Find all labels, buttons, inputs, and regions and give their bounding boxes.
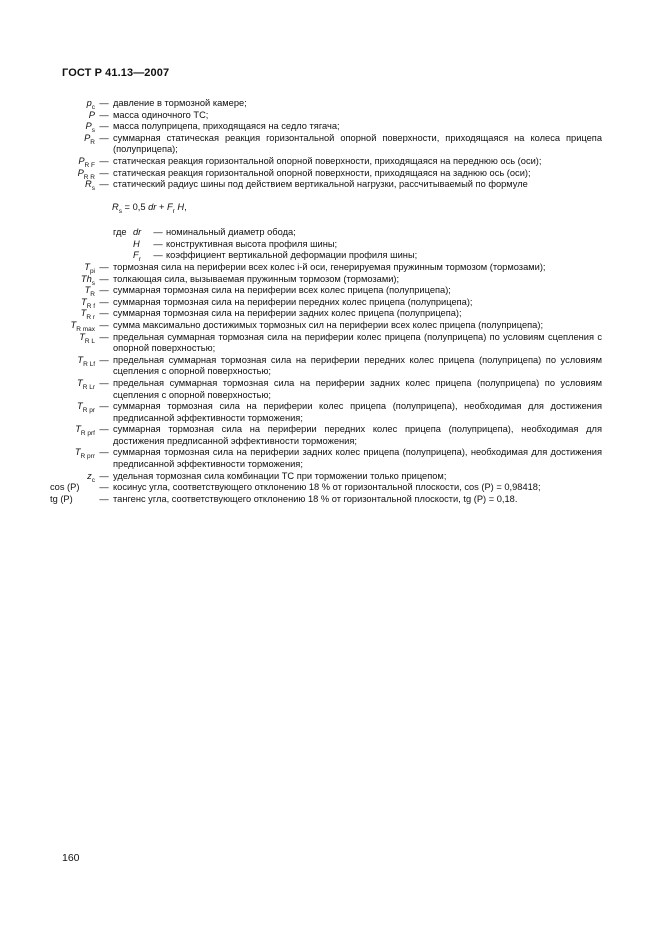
definition-text: давление в тормозной камере;: [113, 98, 247, 108]
definition-text: косинус угла, соответствующего отклонению 18 % от горизонтальной плоскости, cos (P) = 0,98418;: [113, 482, 541, 493]
definition-dash: —: [99, 401, 109, 412]
where-row: [113, 239, 602, 251]
definition-symbol: [50, 121, 95, 133]
where-text: номинальный диаметр обода;: [166, 227, 296, 238]
definition-dash: —: [99, 354, 109, 365]
definition-symbol: [50, 320, 95, 332]
definition-dash: —: [99, 331, 109, 342]
definition-row: [50, 262, 602, 274]
definition-dash: —: [99, 98, 109, 108]
definition-text: предельная суммарная тормозная сила на периферии задних колес прицепа (полуприцепа) по условиям сцепления с опорной поверхностью;: [113, 377, 602, 400]
definition-text: предельная суммарная тормозная сила на периферии колес прицепа (полуприцепа) по условиям сцепления с опорной поверхностью;: [113, 331, 602, 354]
symbol-base: z: [87, 470, 92, 481]
where-label: где: [113, 227, 127, 238]
definition-dash: —: [99, 482, 109, 493]
symbol-subscript: R r: [86, 314, 95, 322]
where-symbol: [133, 227, 150, 239]
symbol-base: P: [78, 155, 85, 166]
definition-symbol: [50, 332, 95, 344]
where-symbol: [133, 239, 150, 251]
definition-dash: —: [99, 273, 109, 284]
definition-text: суммарная статическая реакция горизонтальной опорной поверхности, приходящаяся на колеса прицепа (полуприцепа);: [113, 132, 602, 155]
definition-text: масса одиночного ТС;: [113, 109, 209, 120]
definition-text: предельная суммарная тормозная сила на периферии передних колес прицепа (полуприцепа) по условиям сцепления с опорной поверхностью;: [113, 354, 602, 377]
definitions-group-b: [50, 262, 602, 482]
definition-symbol: [50, 285, 95, 297]
formula-dr: dr: [148, 201, 157, 212]
definition-row: [50, 274, 602, 286]
definition-text: суммарная тормозная сила на периферии колес прицепа (полуприцепа), необходимая для достижения предписанной эффективности торможения;: [113, 401, 602, 423]
definition-row: [50, 285, 602, 297]
where-dash: —: [153, 250, 163, 261]
definition-row: [50, 482, 602, 494]
symbol-subscript: R pr: [82, 407, 95, 415]
definition-row: [50, 179, 602, 191]
definition-dash: —: [99, 167, 109, 178]
where-symbol-sub: r: [138, 256, 141, 264]
formula-f-sub: r: [172, 207, 175, 215]
definition-symbol: [50, 110, 95, 122]
formula-lhs-sub: s: [118, 207, 122, 215]
definition-dash: —: [99, 296, 109, 307]
definition-symbol: [50, 308, 95, 320]
definition-text: масса полуприцепа, приходящаяся на седло тягача;: [113, 121, 340, 132]
where-row: [113, 227, 602, 239]
symbol-subscript: R max: [76, 325, 95, 333]
page-number: 160: [62, 852, 80, 864]
definition-symbol: [50, 355, 95, 367]
definition-dash: —: [99, 424, 109, 435]
symbol-base: R: [85, 179, 92, 190]
definition-row: [50, 471, 602, 483]
definition-dash: —: [99, 121, 109, 132]
definition-row: [50, 308, 602, 320]
definition-row: [50, 332, 602, 355]
formula-tail: ,: [184, 201, 187, 212]
symbol-subscript: R prr: [80, 453, 95, 461]
definition-row: [50, 297, 602, 309]
symbol-base: T: [77, 354, 84, 365]
definition-symbol: [50, 133, 95, 145]
definition-text: тормозная сила на периферии всех колес i-й оси, генерируемая пружинным тормозом (тормозами);: [113, 261, 546, 272]
definition-text: суммарная тормозная сила на периферии задних колес прицепа (полуприцепа);: [113, 308, 462, 319]
definition-symbol: [50, 378, 95, 390]
definition-text: статическая реакция горизонтальной опорной поверхности, приходящаяся на заднюю ось (оси);: [113, 167, 531, 178]
definition-row: [50, 401, 602, 424]
where-symbol-base: dr: [133, 227, 142, 238]
definition-text: суммарная тормозная сила на периферии всех колес прицепа (полуприцепа);: [113, 285, 451, 296]
definitions-group-a: [50, 98, 602, 191]
page-header: ГОСТ Р 41.13—2007: [62, 67, 170, 79]
symbol-subscript: s: [91, 185, 95, 193]
definition-symbol: [50, 179, 95, 191]
definition-row: [50, 320, 602, 332]
definition-dash: —: [99, 493, 109, 504]
where-text: коэффициент вертикальной деформации профиля шины;: [166, 250, 418, 261]
definition-symbol: [50, 262, 95, 274]
symbol-base: T: [70, 319, 77, 330]
definition-symbol: [50, 447, 95, 459]
definition-text: статический радиус шины под действием вертикальной нагрузки, рассчитываемый по формуле: [113, 179, 528, 190]
symbol-base: T: [75, 424, 81, 435]
formula-f: F: [166, 201, 173, 212]
symbol-subscript: R prf: [80, 430, 95, 438]
definition-text: суммарная тормозная сила на периферии передних колес прицепа (полуприцепа);: [113, 296, 473, 307]
symbol-base: P: [84, 132, 91, 143]
definition-dash: —: [99, 377, 109, 388]
definition-row: [50, 447, 602, 470]
definition-text: суммарная тормозная сила на периферии передних колес прицепа (полуприцепа), необходимая для достижения предписанной эффективности торможения;: [113, 424, 602, 446]
symbol-base: P: [88, 109, 95, 120]
symbol-subscript: R: [90, 138, 95, 146]
definitions-list: [50, 98, 602, 505]
definition-dash: —: [99, 447, 109, 458]
symbol-base: T: [79, 331, 85, 342]
formula-h: H: [174, 201, 185, 212]
definition-dash: —: [99, 132, 109, 143]
definition-symbol: [50, 274, 95, 286]
symbol-base: T: [77, 401, 83, 412]
where-block: [50, 227, 602, 262]
symbol-subscript: R f: [86, 302, 95, 310]
where-text: конструктивная высота профиля шины;: [166, 238, 338, 249]
definition-row: [50, 168, 602, 180]
symbol-base: p: [86, 98, 92, 108]
symbol-base: P: [77, 167, 84, 178]
definition-dash: —: [99, 109, 109, 120]
symbol-subscript: c: [91, 476, 95, 484]
definitions-trig: [50, 482, 602, 505]
symbol-base: T: [84, 261, 90, 272]
symbol-base: Th: [80, 273, 92, 284]
definition-symbol: [50, 424, 95, 436]
symbol-subscript: c: [91, 104, 95, 111]
definition-symbol: [50, 297, 95, 309]
symbol-subscript: s: [91, 127, 95, 135]
definition-symbol: tg (P): [50, 493, 73, 504]
definition-row: [50, 98, 602, 110]
definition-row: [50, 156, 602, 168]
where-symbol-base: H: [133, 238, 140, 249]
definition-row: [50, 121, 602, 133]
definition-row: [50, 424, 602, 447]
formula-lhs: R: [112, 201, 119, 212]
symbol-subscript: R Lf: [83, 360, 95, 368]
definition-text: суммарная тормозная сила на периферии задних колес прицепа (полуприцепа), необходимая для достижения предписанной эффективности торможения;: [113, 447, 602, 470]
symbol-base: T: [81, 296, 87, 307]
definition-text: тангенс угла, соответствующего отклонению 18 % от горизонтальной плоскости, tg (P) = 0,18.: [113, 493, 518, 504]
definition-row: [50, 378, 602, 401]
symbol-subscript: R Lr: [82, 383, 95, 391]
where-dash: —: [153, 238, 163, 249]
definition-row: [50, 110, 602, 122]
symbol-subscript: R: [90, 291, 95, 299]
definition-symbol: [50, 168, 95, 180]
where-symbol: [133, 250, 150, 262]
definition-text: сумма максимально достижимых тормозных сил на периферии всех колес прицепа (полуприцепа);: [113, 319, 544, 330]
symbol-base: T: [80, 308, 87, 319]
definition-dash: —: [99, 285, 109, 296]
where-dash: —: [153, 227, 163, 238]
definition-symbol: [50, 471, 95, 483]
symbol-base: P: [85, 121, 92, 132]
symbol-base: T: [74, 447, 81, 458]
definition-row: [50, 494, 602, 506]
where-spacer: [113, 239, 133, 251]
definition-row: [50, 355, 602, 378]
symbol-subscript: R F: [84, 161, 95, 169]
definition-text: статическая реакция горизонтальной опорной поверхности, приходящаяся на переднюю ось (оси);: [113, 155, 542, 166]
definition-symbol: [50, 156, 95, 168]
definition-row: [50, 133, 602, 156]
definition-dash: —: [99, 261, 109, 272]
symbol-subscript: s: [91, 279, 95, 287]
formula-mid: = 0,5: [121, 201, 149, 212]
symbol-base: T: [84, 285, 91, 296]
symbol-subscript: R R: [83, 173, 95, 181]
definition-text: удельная тормозная сила комбинации ТС при торможении только прицепом;: [113, 470, 447, 481]
definition-text: толкающая сила, вызываемая пружинным тормозом (тормозами);: [113, 273, 400, 284]
formula-plus: +: [156, 201, 167, 212]
definition-dash: —: [99, 319, 109, 330]
definition-dash: —: [99, 155, 109, 166]
symbol-subscript: R L: [84, 337, 95, 345]
where-row: [113, 250, 602, 262]
definition-dash: —: [99, 308, 109, 319]
where-symbol-base: F: [133, 250, 139, 261]
where-spacer: [113, 250, 133, 262]
definition-dash: —: [99, 470, 109, 481]
formula: [50, 202, 602, 217]
symbol-base: T: [77, 377, 83, 388]
definition-symbol: [50, 401, 95, 413]
symbol-subscript: pi: [89, 267, 95, 275]
definition-dash: —: [99, 179, 109, 190]
definition-symbol: cos (P): [50, 482, 80, 493]
definition-symbol: [50, 98, 95, 110]
